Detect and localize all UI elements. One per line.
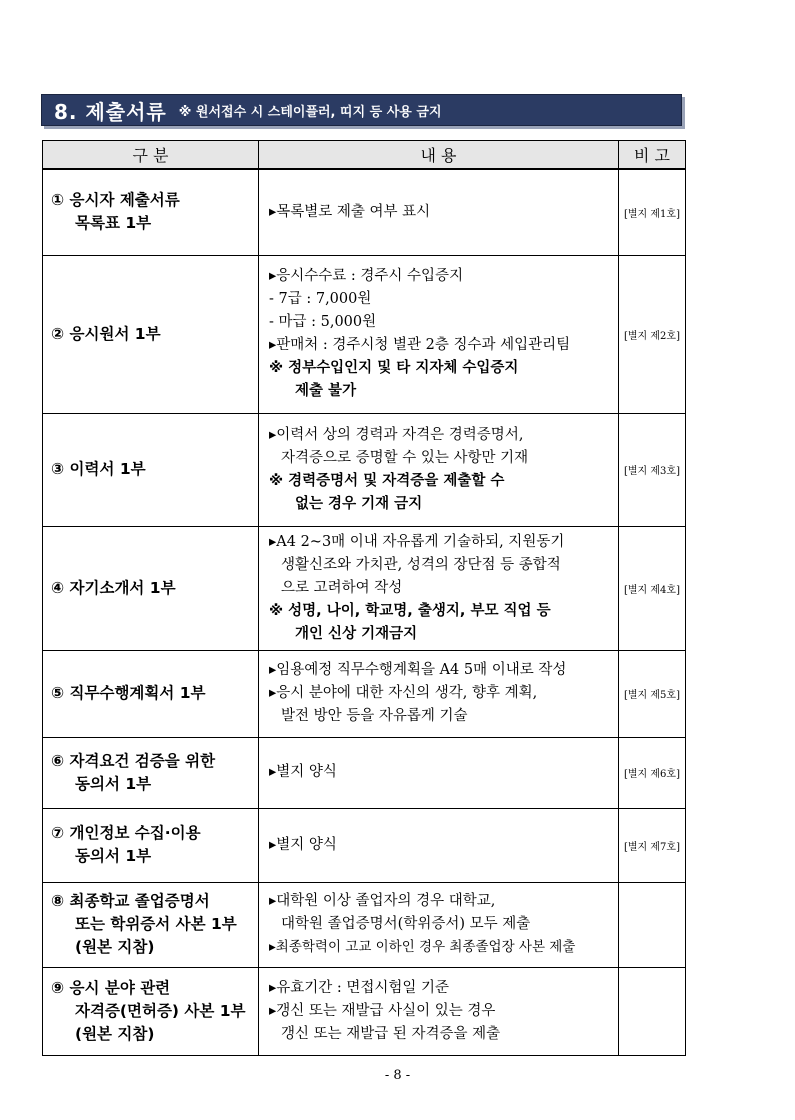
table-row [43, 413, 686, 526]
row-content: ▸별지 양식 [259, 737, 619, 808]
row-note: [별지 제3호] [619, 413, 686, 526]
table-header-row [43, 141, 686, 170]
row-category: ① 응시자 제출서류 목록표 1부 [43, 169, 259, 255]
row-note: [별지 제6호] [619, 737, 686, 808]
row-content: ▸응시수수료 : 경주시 수입증지 - 7급 : 7,000원 - 마급 : 5,000원 ▸판매처 : 경주시청 별관 2층 징수과 세입관리팀 ※ 정부수입인지 및 타 지자체 수입증지 제출 불가 [259, 255, 619, 413]
section-title: 8. 제출서류 [54, 99, 167, 124]
row-content: ▸이력서 상의 경력과 자격은 경력증명서, 자격증으로 증명할 수 있는 사항만 기재 ※ 경력증명서 및 자격증을 제출할 수 없는 경우 기재 금지 [259, 413, 619, 526]
row-category: ④ 자기소개서 1부 [43, 526, 259, 650]
row-note: [별지 제5호] [619, 650, 686, 737]
section-banner [41, 94, 682, 126]
row-category: ③ 이력서 1부 [43, 413, 259, 526]
row-note [619, 967, 686, 1055]
table-row [43, 169, 686, 255]
row-note: [별지 제2호] [619, 255, 686, 413]
row-category: ⑧ 최종학교 졸업증명서 또는 학위증서 사본 1부 (원본 지참) [43, 882, 259, 967]
row-note [619, 882, 686, 967]
row-category: ⑥ 자격요건 검증을 위한 동의서 1부 [43, 737, 259, 808]
section-note: ※ 원서접수 시 스테이플러, 띠지 등 사용 금지 [178, 104, 442, 120]
row-note: [별지 제1호] [619, 169, 686, 255]
table-row [43, 526, 686, 650]
row-content: ▸A4 2~3매 이내 자유롭게 기술하되, 지원동기 생활신조와 가치관, 성격의 장단점 등 종합적 으로 고려하여 작성 ※ 성명, 나이, 학교명, 출생지, 부모 직업 등 개인 신상 기재금지 [259, 526, 619, 650]
header-note: 비 고 [619, 141, 686, 170]
table-row [43, 650, 686, 737]
documents-table [42, 140, 686, 1056]
row-content: ▸유효기간 : 면접시험일 기준 ▸갱신 또는 재발급 사실이 있는 경우 갱신 또는 재발급 된 자격증을 제출 [259, 967, 619, 1055]
row-content: ▸별지 양식 [259, 808, 619, 882]
row-content: ▸목록별로 제출 여부 표시 [259, 169, 619, 255]
row-content: ▸대학원 이상 졸업자의 경우 대학교, 대학원 졸업증명서(학위증서) 모두 제출 ▸최종학력이 고교 이하인 경우 최종졸업장 사본 제출 [259, 882, 619, 967]
header-content: 내 용 [259, 141, 619, 170]
table-row [43, 737, 686, 808]
row-note: [별지 제4호] [619, 526, 686, 650]
row-category: ② 응시원서 1부 [43, 255, 259, 413]
table-row [43, 882, 686, 967]
row-note: [별지 제7호] [619, 808, 686, 882]
page-number: - 8 - [384, 1068, 411, 1083]
row-content: ▸임용예정 직무수행계획을 A4 5매 이내로 작성 ▸응시 분야에 대한 자신의 생각, 향후 계획, 발전 방안 등을 자유롭게 기술 [259, 650, 619, 737]
row-category: ⑦ 개인정보 수집·이용 동의서 1부 [43, 808, 259, 882]
table-row [43, 808, 686, 882]
row-category: ⑤ 직무수행계획서 1부 [43, 650, 259, 737]
table-row [43, 255, 686, 413]
header-category: 구 분 [43, 141, 259, 170]
table-row [43, 967, 686, 1055]
row-category: ⑨ 응시 분야 관련 자격증(면허증) 사본 1부 (원본 지참) [43, 967, 259, 1055]
